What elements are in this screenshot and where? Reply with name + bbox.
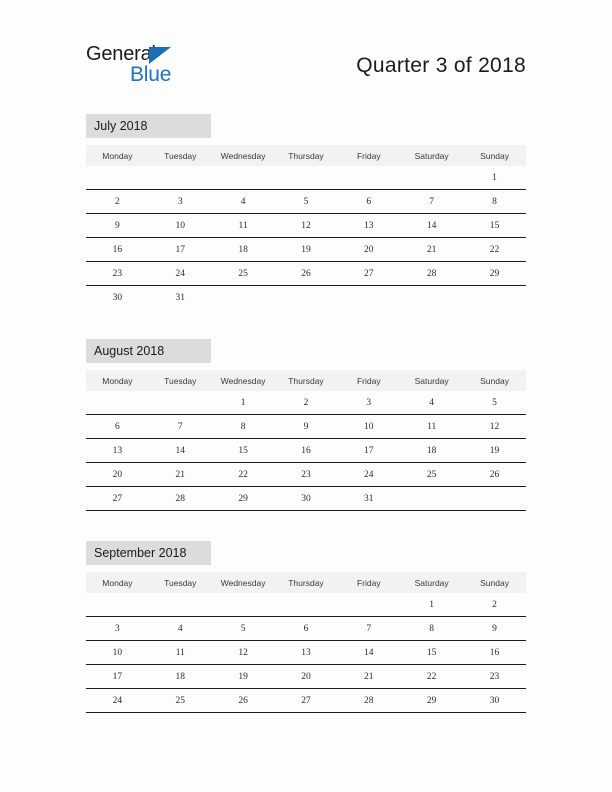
months-container bbox=[86, 114, 526, 713]
day-cell[interactable]: 7 bbox=[400, 190, 463, 214]
weekday-header-sunday: Sunday bbox=[463, 572, 526, 593]
day-cell[interactable]: 6 bbox=[275, 617, 338, 641]
day-cell[interactable]: 10 bbox=[149, 214, 212, 238]
day-cell[interactable]: 29 bbox=[400, 689, 463, 713]
day-cell[interactable]: 5 bbox=[463, 391, 526, 415]
day-cell[interactable]: 18 bbox=[149, 665, 212, 689]
day-cell[interactable]: 30 bbox=[275, 487, 338, 511]
week-row bbox=[86, 439, 526, 463]
weekday-header-monday: Monday bbox=[86, 145, 149, 166]
week-row bbox=[86, 665, 526, 689]
day-cell[interactable]: 10 bbox=[86, 641, 149, 665]
day-cell[interactable]: 8 bbox=[400, 617, 463, 641]
day-cell[interactable]: 24 bbox=[149, 262, 212, 286]
logo-triangle-icon bbox=[149, 47, 171, 64]
weekday-header-tuesday: Tuesday bbox=[149, 145, 212, 166]
day-cell[interactable]: 1 bbox=[212, 391, 275, 415]
day-cell-empty bbox=[275, 166, 338, 190]
weekday-header-friday: Friday bbox=[337, 370, 400, 391]
day-cell-empty bbox=[400, 166, 463, 190]
day-cell[interactable]: 30 bbox=[112, 292, 123, 303]
weekday-header-saturday: Saturday bbox=[400, 145, 463, 166]
day-cell[interactable]: 26 bbox=[212, 689, 275, 713]
month-calendar-table bbox=[86, 145, 526, 309]
day-cell[interactable]: 10 bbox=[337, 415, 400, 439]
weekday-header-thursday: Thursday bbox=[275, 145, 338, 166]
month-block bbox=[86, 339, 526, 511]
week-row bbox=[86, 262, 526, 286]
day-cell-empty bbox=[337, 166, 400, 190]
day-cell[interactable]: 28 bbox=[337, 689, 400, 713]
day-cell[interactable]: 11 bbox=[400, 415, 463, 439]
month-title: September 2018 bbox=[86, 541, 211, 565]
weekday-header-monday: Monday bbox=[86, 572, 149, 593]
day-cell-empty bbox=[337, 286, 400, 310]
weekday-header-row bbox=[86, 370, 526, 391]
day-cell-empty bbox=[86, 391, 149, 415]
day-cell[interactable]: 5 bbox=[212, 617, 275, 641]
day-cell-empty bbox=[212, 166, 275, 190]
day-cell-empty bbox=[400, 286, 463, 310]
day-cell[interactable]: 12 bbox=[212, 641, 275, 665]
day-cell[interactable]: 8 bbox=[463, 190, 526, 214]
day-cell[interactable]: 1 bbox=[463, 166, 526, 190]
day-cell[interactable]: 9 bbox=[275, 415, 338, 439]
day-cell[interactable]: 20 bbox=[337, 238, 400, 262]
day-cell[interactable]: 21 bbox=[400, 238, 463, 262]
week-row bbox=[86, 166, 526, 190]
day-cell[interactable]: 17 bbox=[149, 238, 212, 262]
day-cell[interactable]: 12 bbox=[463, 415, 526, 439]
day-cell-empty bbox=[149, 391, 212, 415]
day-cell[interactable]: 15 bbox=[212, 439, 275, 463]
day-cell[interactable]: 2 bbox=[275, 391, 338, 415]
day-cell[interactable]: 6 bbox=[86, 415, 149, 439]
weekday-header-wednesday: Wednesday bbox=[212, 370, 275, 391]
weekday-header-row bbox=[86, 572, 526, 593]
day-cell[interactable]: 16 bbox=[275, 439, 338, 463]
day-cell[interactable]: 13 bbox=[337, 214, 400, 238]
weekday-header-wednesday: Wednesday bbox=[212, 145, 275, 166]
day-cell[interactable]: 18 bbox=[212, 238, 275, 262]
day-cell[interactable]: 12 bbox=[275, 214, 338, 238]
day-cell[interactable]: 21 bbox=[337, 665, 400, 689]
day-cell[interactable]: 19 bbox=[463, 439, 526, 463]
day-cell[interactable]: 11 bbox=[149, 641, 212, 665]
week-row bbox=[86, 415, 526, 439]
weekday-header-wednesday: Wednesday bbox=[212, 572, 275, 593]
day-cell[interactable]: 15 bbox=[463, 214, 526, 238]
week-row bbox=[86, 286, 526, 310]
day-cell[interactable]: 3 bbox=[337, 391, 400, 415]
day-cell[interactable]: 22 bbox=[212, 463, 275, 487]
month-calendar-table bbox=[86, 370, 526, 511]
weekday-header-saturday: Saturday bbox=[400, 370, 463, 391]
weekday-header-sunday: Sunday bbox=[463, 370, 526, 391]
month-title: August 2018 bbox=[86, 339, 211, 363]
month-block bbox=[86, 541, 526, 713]
general-blue-logo[interactable] bbox=[86, 44, 266, 92]
day-cell-empty bbox=[212, 593, 275, 617]
weekday-header-thursday: Thursday bbox=[275, 370, 338, 391]
day-cell[interactable]: 1 bbox=[400, 593, 463, 617]
day-cell[interactable]: 17 bbox=[337, 439, 400, 463]
day-cell[interactable]: 31 bbox=[337, 487, 400, 511]
weekday-header-friday: Friday bbox=[337, 572, 400, 593]
day-cell[interactable]: 25 bbox=[400, 463, 463, 487]
weekday-header-thursday: Thursday bbox=[275, 572, 338, 593]
day-cell[interactable]: 5 bbox=[275, 190, 338, 214]
day-cell[interactable]: 17 bbox=[86, 665, 149, 689]
day-cell[interactable]: 31 bbox=[175, 292, 186, 303]
day-cell-empty bbox=[86, 593, 149, 617]
day-cell[interactable]: 23 bbox=[275, 463, 338, 487]
day-cell-empty bbox=[212, 286, 275, 310]
day-cell[interactable]: 7 bbox=[337, 617, 400, 641]
day-cell[interactable]: 27 bbox=[337, 262, 400, 286]
week-row bbox=[86, 463, 526, 487]
day-cell[interactable]: 20 bbox=[86, 463, 149, 487]
day-cell[interactable]: 4 bbox=[212, 190, 275, 214]
day-cell-empty bbox=[463, 487, 526, 511]
week-row bbox=[86, 214, 526, 238]
week-row bbox=[86, 190, 526, 214]
day-cell[interactable]: 11 bbox=[212, 214, 275, 238]
day-cell[interactable]: 3 bbox=[86, 617, 149, 641]
day-cell[interactable]: 8 bbox=[212, 415, 275, 439]
day-cell[interactable]: 6 bbox=[337, 190, 400, 214]
day-cell[interactable]: 25 bbox=[149, 689, 212, 713]
day-cell[interactable]: 28 bbox=[149, 487, 212, 511]
day-cell[interactable]: 28 bbox=[400, 262, 463, 286]
day-cell[interactable]: 21 bbox=[149, 463, 212, 487]
day-cell[interactable]: 2 bbox=[463, 593, 526, 617]
day-cell-empty bbox=[149, 166, 212, 190]
week-row bbox=[86, 641, 526, 665]
month-calendar-table bbox=[86, 572, 526, 713]
weekday-header-saturday: Saturday bbox=[400, 572, 463, 593]
week-row bbox=[86, 593, 526, 617]
day-cell-empty bbox=[400, 487, 463, 511]
day-cell[interactable]: 9 bbox=[86, 214, 149, 238]
week-row bbox=[86, 238, 526, 262]
day-cell[interactable]: 14 bbox=[400, 214, 463, 238]
weekday-header-tuesday: Tuesday bbox=[149, 572, 212, 593]
day-cell[interactable]: 30 bbox=[463, 689, 526, 713]
day-cell[interactable]: 2 bbox=[86, 190, 149, 214]
day-cell[interactable]: 16 bbox=[463, 641, 526, 665]
week-row bbox=[86, 391, 526, 415]
day-cell[interactable]: 27 bbox=[86, 487, 149, 511]
day-cell[interactable]: 26 bbox=[275, 262, 338, 286]
day-cell[interactable]: 15 bbox=[400, 641, 463, 665]
logo-text-blue: Blue bbox=[130, 63, 172, 86]
day-cell[interactable]: 20 bbox=[275, 665, 338, 689]
day-cell[interactable]: 26 bbox=[463, 463, 526, 487]
month-title: July 2018 bbox=[86, 114, 211, 138]
day-cell-empty bbox=[149, 593, 212, 617]
day-cell-empty bbox=[275, 593, 338, 617]
day-cell[interactable]: 25 bbox=[212, 262, 275, 286]
day-cell[interactable]: 13 bbox=[86, 439, 149, 463]
week-row bbox=[86, 689, 526, 713]
weekday-header-sunday: Sunday bbox=[463, 145, 526, 166]
day-cell[interactable]: 14 bbox=[337, 641, 400, 665]
day-cell-empty bbox=[463, 286, 526, 310]
week-row bbox=[86, 617, 526, 641]
weekday-header-friday: Friday bbox=[337, 145, 400, 166]
weekday-header-row bbox=[86, 145, 526, 166]
day-cell[interactable]: 4 bbox=[400, 391, 463, 415]
day-cell-empty bbox=[275, 286, 338, 310]
day-cell[interactable]: 9 bbox=[463, 617, 526, 641]
day-cell[interactable]: 23 bbox=[86, 262, 149, 286]
day-cell[interactable]: 7 bbox=[149, 415, 212, 439]
day-cell[interactable]: 29 bbox=[463, 262, 526, 286]
day-cell[interactable]: 18 bbox=[400, 439, 463, 463]
page-title: Quarter 3 of 2018 bbox=[356, 54, 526, 77]
day-cell[interactable]: 22 bbox=[400, 665, 463, 689]
logo-text-general: General bbox=[86, 43, 156, 65]
day-cell[interactable]: 16 bbox=[86, 238, 149, 262]
day-cell[interactable]: 4 bbox=[149, 617, 212, 641]
day-cell[interactable]: 24 bbox=[337, 463, 400, 487]
day-cell[interactable]: 19 bbox=[275, 238, 338, 262]
day-cell[interactable]: 3 bbox=[149, 190, 212, 214]
week-row bbox=[86, 487, 526, 511]
day-cell[interactable]: 19 bbox=[212, 665, 275, 689]
day-cell[interactable]: 13 bbox=[275, 641, 338, 665]
day-cell[interactable]: 29 bbox=[212, 487, 275, 511]
day-cell[interactable]: 24 bbox=[86, 689, 149, 713]
weekday-header-tuesday: Tuesday bbox=[149, 370, 212, 391]
day-cell-empty bbox=[86, 166, 149, 190]
day-cell[interactable]: 23 bbox=[463, 665, 526, 689]
day-cell-empty bbox=[337, 593, 400, 617]
month-block bbox=[86, 114, 526, 309]
day-cell[interactable]: 22 bbox=[463, 238, 526, 262]
page-header bbox=[0, 0, 612, 104]
day-cell[interactable]: 27 bbox=[275, 689, 338, 713]
weekday-header-monday: Monday bbox=[86, 370, 149, 391]
day-cell[interactable]: 14 bbox=[149, 439, 212, 463]
